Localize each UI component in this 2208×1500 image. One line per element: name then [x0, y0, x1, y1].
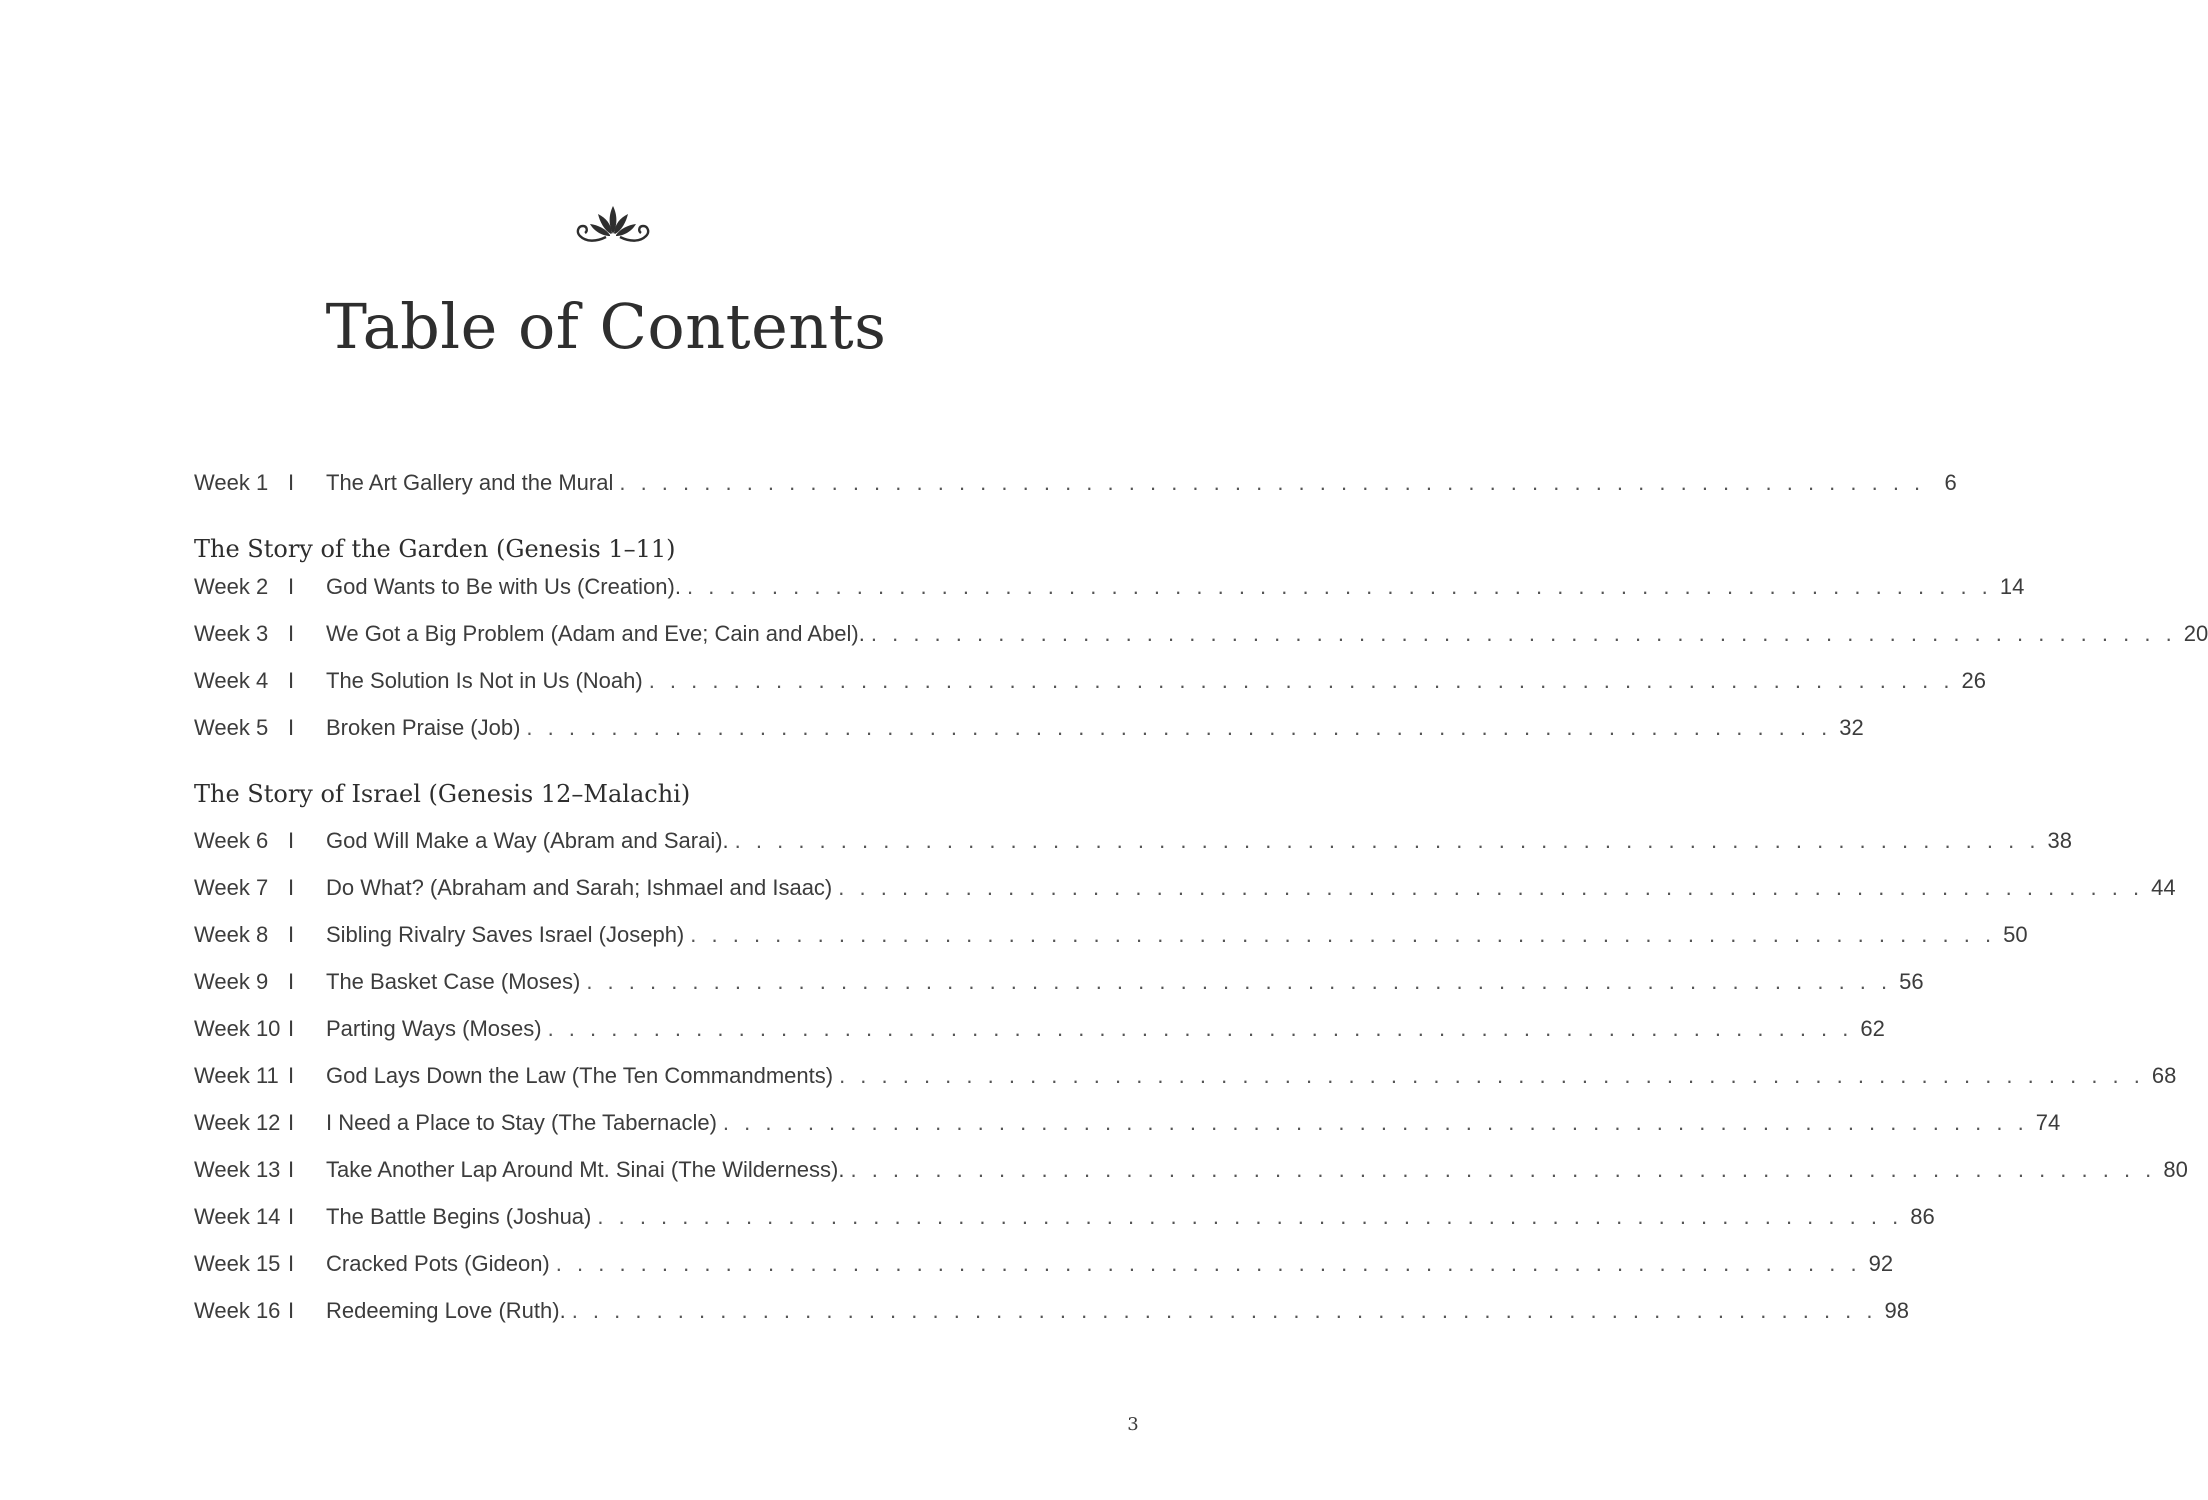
dot-leader: . . . . . . . . . . . . . . . . . . . . . . . . . . . . . . . . . . . . . . . . . . . . . . . . . . . . . . . . . . . . . .	[586, 969, 1892, 994]
separator: I	[288, 969, 295, 994]
toc-entry[interactable]	[194, 1063, 2177, 1103]
dot-leader: . . . . . . . . . . . . . . . . . . . . . . . . . . . . . . . . . . . . . . . . . . . . . . . . . . . . . . . . . . . . . .	[648, 668, 1955, 693]
week-label: Week 13	[194, 1157, 281, 1182]
week-label: Week 12	[194, 1110, 281, 1135]
separator: I	[288, 470, 295, 495]
toc-entry[interactable]	[194, 1298, 1910, 1338]
dot-leader: . . . . . . . . . . . . . . . . . . . . . . . . . . . . . . . . . . . . . . . . . . . . . . . . . . . . . . . . . . . . . .	[547, 1016, 1853, 1041]
separator: I	[288, 875, 295, 900]
page-number: 50	[2003, 922, 2028, 947]
week-label: Week 16	[194, 1298, 281, 1323]
entry-title: Take Another Lap Around Mt. Sinai (The Wilderness).	[326, 1157, 845, 1182]
week-label: Week 2	[194, 574, 269, 599]
page-number: 56	[1899, 969, 1924, 994]
toc-entry[interactable]	[194, 621, 2208, 661]
dot-leader: . . . . . . . . . . . . . . . . . . . . . . . . . . . . . . . . . . . . . . . . . . . . . . . . . . . . . . . . . . . . . .	[619, 470, 1925, 495]
toc-entry[interactable]	[194, 1251, 1894, 1291]
section-heading: The Story of the Garden (Genesis 1–11)	[194, 535, 676, 563]
week-label: Week 15	[194, 1251, 281, 1276]
dot-leader: . . . . . . . . . . . . . . . . . . . . . . . . . . . . . . . . . . . . . . . . . . . . . . . . . . . . . . . . . . . . . .	[597, 1204, 1903, 1229]
entry-title: The Solution Is Not in Us (Noah)	[326, 668, 643, 693]
week-label: Week 7	[194, 875, 269, 900]
week-label: Week 11	[194, 1063, 279, 1088]
page-number: 32	[1839, 715, 1864, 740]
page-number: 92	[1868, 1251, 1894, 1276]
week-label: Week 4	[194, 668, 269, 693]
floral-fleuron-icon	[566, 200, 660, 252]
entry-title: Redeeming Love (Ruth).	[326, 1298, 566, 1323]
toc-entry[interactable]	[194, 875, 2176, 915]
dot-leader: . . . . . . . . . . . . . . . . . . . . . . . . . . . . . . . . . . . . . . . . . . . . . . . . . . . . . . . . . . . . . .	[838, 875, 2144, 900]
dot-leader: . . . . . . . . . . . . . . . . . . . . . . . . . . . . . . . . . . . . . . . . . . . . . . . . . . . . . . . . . . . . . .	[839, 1063, 2145, 1088]
page-number: 74	[2035, 1110, 2061, 1135]
toc-entry[interactable]	[194, 969, 1924, 1009]
separator: I	[288, 668, 295, 693]
week-label: Week 9	[194, 969, 269, 994]
week-label: Week 1	[194, 470, 269, 495]
page-number: 6	[1944, 470, 1957, 495]
toc-entry[interactable]	[194, 1016, 1885, 1056]
separator: I	[288, 922, 295, 947]
separator: I	[288, 1251, 295, 1276]
entry-title: God Lays Down the Law (The Ten Commandments)	[326, 1063, 834, 1088]
separator: I	[288, 1063, 295, 1088]
week-label: Week 8	[194, 922, 269, 947]
page-number: 26	[1961, 668, 1987, 693]
section-heading: The Story of Israel (Genesis 12–Malachi)	[194, 780, 691, 808]
toc-entry[interactable]	[194, 1157, 2188, 1197]
page-number: 80	[2163, 1157, 2188, 1182]
separator: I	[288, 828, 295, 853]
toc-entry[interactable]	[194, 828, 2072, 868]
entry-title: Cracked Pots (Gideon)	[326, 1251, 550, 1276]
dot-leader: . . . . . . . . . . . . . . . . . . . . . . . . . . . . . . . . . . . . . . . . . . . . . . . . . . . . . . . . . . . . . .	[850, 1157, 2156, 1182]
separator: I	[288, 1157, 295, 1182]
entry-title: Sibling Rivalry Saves Israel (Joseph)	[326, 922, 685, 947]
separator: I	[288, 715, 295, 740]
separator: I	[288, 1016, 295, 1041]
toc-entry[interactable]	[194, 922, 2028, 962]
week-label: Week 3	[194, 621, 269, 646]
page-number-footer: 3	[1127, 1414, 1139, 1435]
toc-entry[interactable]	[194, 470, 1957, 510]
page-number: 44	[2151, 875, 2176, 900]
dot-leader: . . . . . . . . . . . . . . . . . . . . . . . . . . . . . . . . . . . . . . . . . . . . . . . . . . . . . . . . . . . . . .	[690, 922, 1996, 947]
entry-title: The Art Gallery and the Mural	[326, 470, 614, 495]
page-number: 20	[2183, 621, 2208, 646]
dot-leader: . . . . . . . . . . . . . . . . . . . . . . . . . . . . . . . . . . . . . . . . . . . . . . . . . . . . . . . . . . . . . .	[571, 1298, 1878, 1323]
page-number: 38	[2047, 828, 2072, 853]
week-label: Week 6	[194, 828, 269, 853]
dot-leader: . . . . . . . . . . . . . . . . . . . . . . . . . . . . . . . . . . . . . . . . . . . . . . . . . . . . . . . . . . . . . .	[722, 1110, 2029, 1135]
separator: I	[288, 574, 295, 599]
week-label: Week 10	[194, 1016, 281, 1041]
entry-title: God Will Make a Way (Abram and Sarai).	[326, 828, 729, 853]
separator: I	[288, 1298, 295, 1323]
entry-title: Broken Praise (Job)	[326, 715, 521, 740]
page-number: 98	[1884, 1298, 1910, 1323]
separator: I	[288, 621, 295, 646]
entry-title: The Battle Begins (Joshua)	[326, 1204, 592, 1229]
entry-title: We Got a Big Problem (Adam and Eve; Cain and Abel).	[326, 621, 865, 646]
dot-leader: . . . . . . . . . . . . . . . . . . . . . . . . . . . . . . . . . . . . . . . . . . . . . . . . . . . . . . . . . . . . . .	[870, 621, 2177, 646]
entry-title: I Need a Place to Stay (The Tabernacle)	[326, 1110, 717, 1135]
entry-title: Do What? (Abraham and Sarah; Ishmael and Isaac)	[326, 875, 833, 900]
page-number: 62	[1860, 1016, 1885, 1041]
page-number: 86	[1910, 1204, 1935, 1229]
toc-entry[interactable]	[194, 1110, 2061, 1150]
entry-title: The Basket Case (Moses)	[326, 969, 581, 994]
dot-leader: . . . . . . . . . . . . . . . . . . . . . . . . . . . . . . . . . . . . . . . . . . . . . . . . . . . . . . . . . . . . . .	[686, 574, 1993, 599]
toc-entry[interactable]	[194, 574, 2025, 614]
week-label: Week 14	[194, 1204, 281, 1229]
toc-entry[interactable]	[194, 715, 1864, 755]
page-number: 68	[2151, 1063, 2177, 1088]
toc-entry[interactable]	[194, 1204, 1935, 1244]
entry-title: God Wants to Be with Us (Creation).	[326, 574, 681, 599]
toc-entry[interactable]	[194, 668, 1987, 708]
dot-leader: . . . . . . . . . . . . . . . . . . . . . . . . . . . . . . . . . . . . . . . . . . . . . . . . . . . . . . . . . . . . . .	[734, 828, 2040, 853]
dot-leader: . . . . . . . . . . . . . . . . . . . . . . . . . . . . . . . . . . . . . . . . . . . . . . . . . . . . . . . . . . . . . .	[526, 715, 1832, 740]
page-title: Table of Contents	[325, 290, 887, 363]
separator: I	[288, 1110, 295, 1135]
entry-title: Parting Ways (Moses)	[326, 1016, 542, 1041]
page-number: 14	[1999, 574, 2025, 599]
separator: I	[288, 1204, 295, 1229]
week-label: Week 5	[194, 715, 269, 740]
dot-leader: . . . . . . . . . . . . . . . . . . . . . . . . . . . . . . . . . . . . . . . . . . . . . . . . . . . . . . . . . . . . . .	[555, 1251, 1862, 1276]
